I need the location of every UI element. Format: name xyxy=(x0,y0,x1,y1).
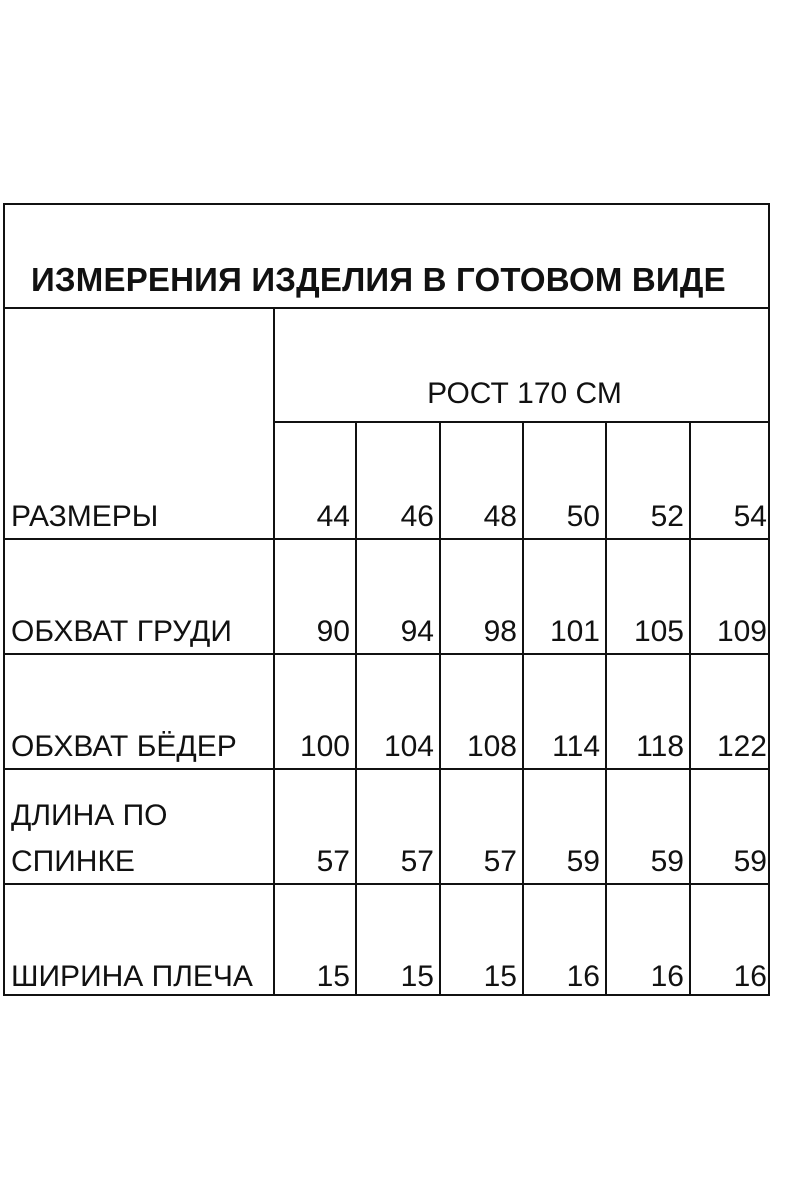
value-cell: 57 xyxy=(483,845,517,878)
value-cell: 59 xyxy=(650,845,684,878)
size-cell: 48 xyxy=(483,500,517,533)
row-label-back-length-line1: ДЛИНА ПО xyxy=(11,799,168,832)
value-cell: 109 xyxy=(716,615,767,648)
value-cell: 59 xyxy=(566,845,600,878)
height-label: РОСТ 170 СМ xyxy=(427,377,622,410)
table-title: ИЗМЕРЕНИЯ ИЗДЕЛИЯ В ГОТОВОМ ВИДЕ xyxy=(31,261,726,298)
size-cell: 50 xyxy=(566,500,600,533)
value-cell: 101 xyxy=(549,615,600,648)
value-cell: 15 xyxy=(483,960,517,993)
row-label-chest: ОБХВАТ ГРУДИ xyxy=(11,615,232,648)
measurement-table xyxy=(3,203,770,996)
value-cell: 15 xyxy=(400,960,434,993)
value-cell: 15 xyxy=(316,960,350,993)
value-cell: 16 xyxy=(566,960,600,993)
value-cell: 104 xyxy=(383,730,434,763)
size-cell: 44 xyxy=(316,500,350,533)
value-cell: 98 xyxy=(483,615,517,648)
title-row xyxy=(5,205,768,309)
value-cell: 57 xyxy=(400,845,434,878)
size-cell: 46 xyxy=(400,500,434,533)
value-cell: 16 xyxy=(650,960,684,993)
value-cell: 90 xyxy=(316,615,350,648)
value-cell: 108 xyxy=(466,730,517,763)
size-cell: 54 xyxy=(733,500,767,533)
value-cell: 122 xyxy=(716,730,767,763)
value-cell: 118 xyxy=(636,730,684,763)
size-cell: 52 xyxy=(650,500,684,533)
value-cell: 16 xyxy=(733,960,767,993)
value-cell: 94 xyxy=(400,615,434,648)
value-cell: 59 xyxy=(733,845,767,878)
sizes-header-label: РАЗМЕРЫ xyxy=(11,500,159,533)
row-label-hips: ОБХВАТ БЁДЕР xyxy=(11,730,237,763)
value-cell: 114 xyxy=(552,730,600,763)
value-cell: 105 xyxy=(633,615,684,648)
row-label-shoulder-width: ШИРИНА ПЛЕЧА xyxy=(11,960,253,993)
row-label-back-length-line2: СПИНКЕ xyxy=(11,845,135,878)
value-cell: 100 xyxy=(299,730,350,763)
value-cell: 57 xyxy=(316,845,350,878)
